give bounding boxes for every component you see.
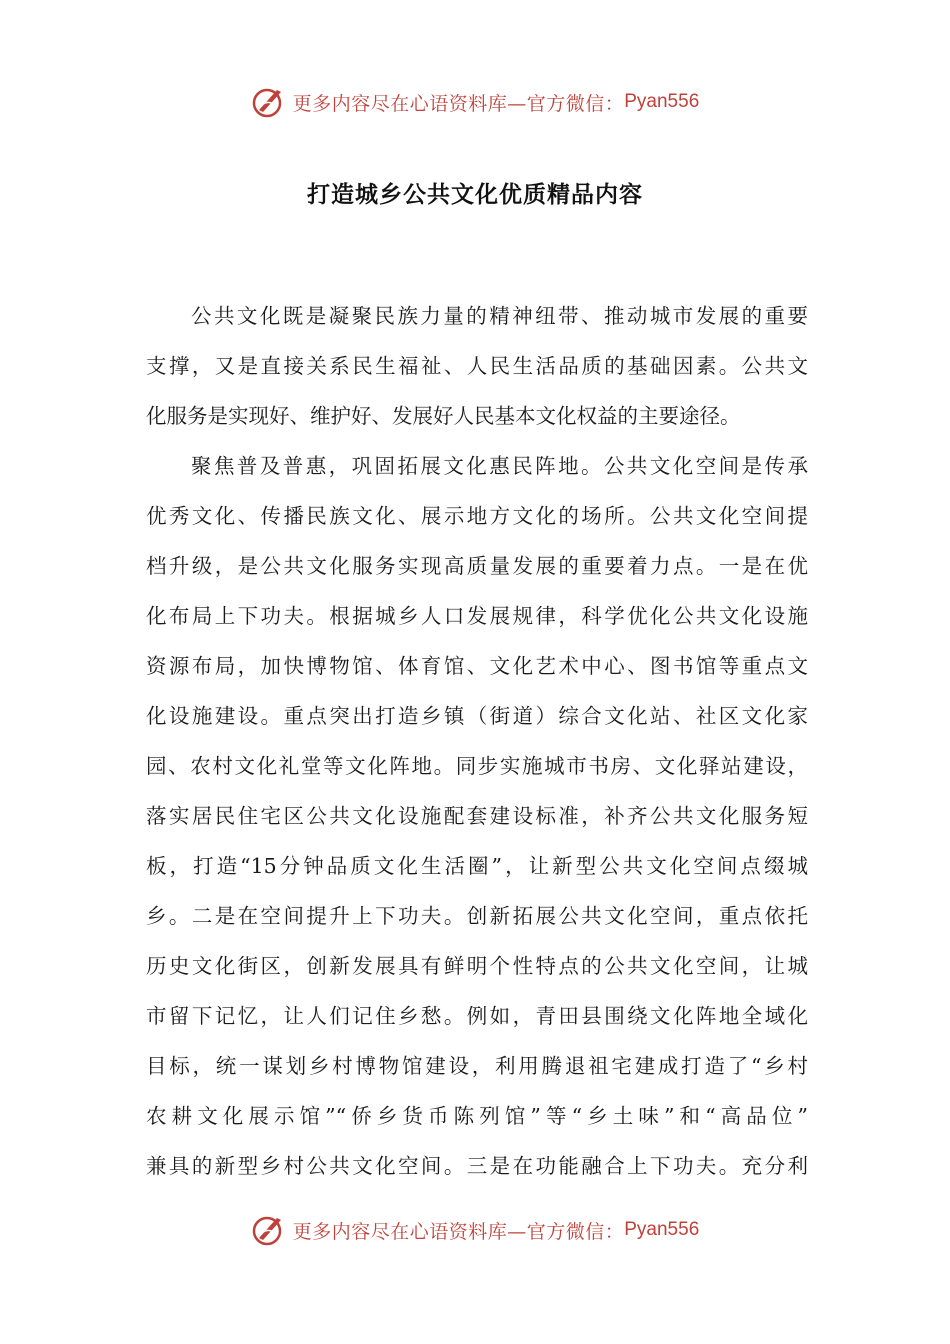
text-line: 市留下记忆，让人们记住乡愁。例如，青田县围绕文化阵地全域化: [146, 1004, 808, 1028]
watermark-text: 更多内容尽在心语资料库—官方微信：: [292, 92, 625, 115]
text-line: 化服务是实现好、维护好、发展好人民基本文化权益的主要途径。: [146, 404, 741, 428]
text-line: 目标，统一谋划乡村博物馆建设，利用腾退祖宅建成打造了“乡村: [146, 1054, 808, 1078]
quill-circle-icon: [251, 1212, 287, 1248]
text-line: 化布局上下功夫。根据城乡人口发展规律，科学优化公共文化设施: [146, 604, 808, 628]
footer-watermark: [0, 1208, 950, 1252]
text-line: 落实居民住宅区公共文化设施配套建设标准，补齐公共文化服务短: [146, 804, 808, 828]
text-line: 农耕文化展示馆”“侨乡货币陈列馆”等“乡土味”和“高品位”: [146, 1104, 808, 1128]
text-line: 化设施建设。重点突出打造乡镇（街道）综合文化站、社区文化家: [146, 704, 808, 728]
wechat-id: Pyan556: [624, 91, 700, 112]
text-line: 资源布局，加快博物馆、体育馆、文化艺术中心、图书馆等重点文: [146, 654, 808, 678]
document-body: [146, 291, 808, 1191]
text-line: 聚焦普及普惠，巩固拓展文化惠民阵地。公共文化空间是传承: [191, 454, 808, 478]
quill-circle-icon: [251, 84, 287, 120]
header-watermark: [0, 80, 950, 124]
watermark-text: 更多内容尽在心语资料库—官方微信：: [292, 1220, 625, 1243]
text-line: 板，打造“15分钟品质文化生活圈”，让新型公共文化空间点缀城: [146, 854, 808, 878]
text-line: 公共文化既是凝聚民族力量的精神纽带、推动城市发展的重要: [191, 304, 808, 328]
text-line: 支撑，又是直接关系民生福祉、人民生活品质的基础因素。公共文: [146, 354, 808, 378]
text-line: 乡。二是在空间提升上下功夫。创新拓展公共文化空间，重点依托: [146, 904, 808, 928]
text-line: 兼具的新型乡村公共文化空间。三是在功能融合上下功夫。充分利: [146, 1154, 808, 1178]
text-line: 优秀文化、传播民族文化、展示地方文化的场所。公共文化空间提: [146, 504, 808, 528]
text-line: 历史文化街区，创新发展具有鲜明个性特点的公共文化空间，让城: [146, 954, 808, 978]
document-title: 打造城乡公共文化优质精品内容: [307, 182, 643, 208]
text-line: 档升级，是公共文化服务实现高质量发展的重要着力点。一是在优: [146, 554, 808, 578]
text-line: 园、农村文化礼堂等文化阵地。同步实施城市书房、文化驿站建设，: [146, 754, 808, 778]
wechat-id: Pyan556: [624, 1219, 700, 1240]
